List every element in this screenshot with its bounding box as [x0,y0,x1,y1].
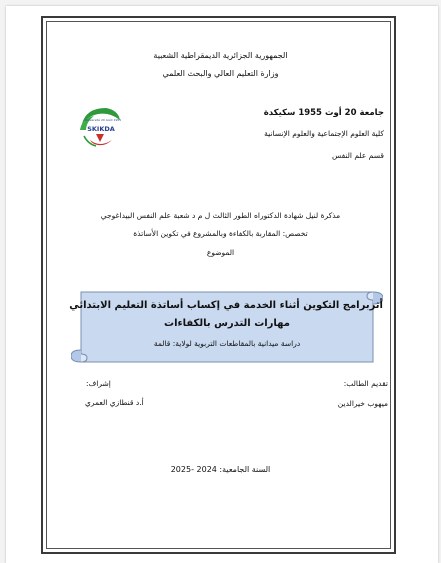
skikda-logo-icon [76,104,124,152]
republic-name: الجمهورية الجزائرية الديمقراطية الشعبية [153,51,288,60]
thesis-specialty: تخصص: المقاربة بالكفاءة وبالمشروع في تكوين الأساتذة [133,229,308,238]
university-logo [76,104,124,152]
logo-caption: Université 20 Août 1955 [84,118,122,122]
academic-year: السنة الجامعية: 2024 -2025 [170,465,271,474]
supervisor-name: أ.د قنطازي العمري [85,398,144,407]
submitted-by-label: تقديم الطالب: [343,379,388,388]
department-name: قسم علم النفس [332,151,384,160]
supervision-label: إشراف: [86,379,111,388]
faculty-name: كلية العلوم الإجتماعية والعلوم الإنسانية [264,129,384,138]
study-subtitle: دراسة ميدانية بالمقاطعات التربوية لولاية: قالمة [153,339,301,348]
thesis-title-line1: أثربرامج التكوين أثناء الخدمة في إكساب أساتذة التعليم الابتدائي [69,300,383,311]
ministry-name: وزارة التعليم العالي والبحث العلمي [162,69,279,78]
thesis-memo: مذكرة لنيل شهادة الدكتوراه الطور الثالث ل م د شعبة علم النفس البيداغوجي [100,211,341,220]
document-page [6,6,438,563]
student-name: ميهوب خيرالدين [337,399,388,408]
thesis-title-line2: مهارات التدرس بالكفاءات [164,318,290,329]
logo-skikda-text: SKIKDA [87,125,115,133]
topic-label: الموضوع [206,248,235,257]
title-scroll-banner [71,286,383,370]
university-name: جامعة 20 أوت 1955 سكيكدة [263,108,384,118]
